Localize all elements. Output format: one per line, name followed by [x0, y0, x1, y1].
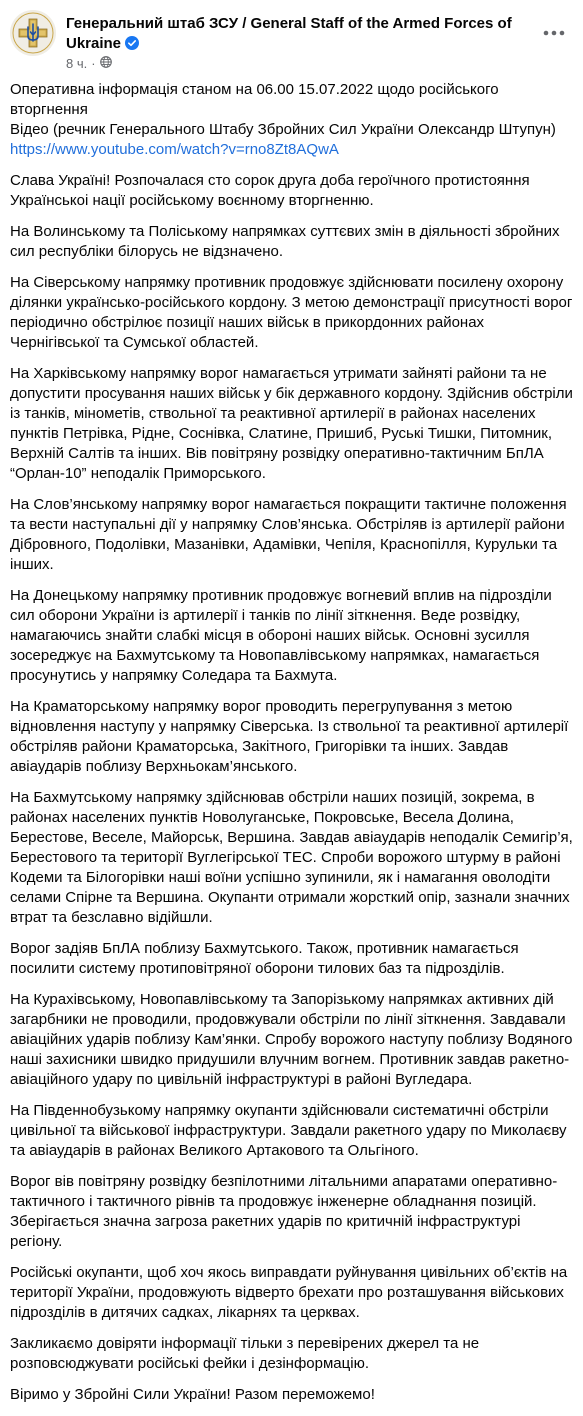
- post-paragraph: На Краматорському напрямку ворог проводить перегрупування з метою відновлення наступу у напрямку Сіверська. Із ствольної та реактивної артилерії обстріляв райони Краматорська, Закітного, Григорівки та інших. Завдав авіаударів поблизу Верхньокам’янського.: [10, 698, 569, 775]
- post-paragraph: На Волинському та Поліському напрямках суттєвих змін в діяльності збройних сил республіки білорусь не відзначено.: [10, 223, 560, 260]
- post-meta: [66, 56, 112, 72]
- post-paragraph: На Харківському напрямку ворог намагається утримати зайняті райони та не допустити просування наших військ у бік державного кордону. Здійснив обстріли із танків, мінометів, ствольної та реактивної артилерії в районах населених пунктів Петрівка, Рідне, Соснівка, Слатине, Пришиб, Руські Тишки, Питомник, Верхній Салтів та інших. Вів повітряну розвідку оперативно-тактичним БпЛА “Орлан-10” неподалік Приморського.: [10, 365, 573, 482]
- post-paragraph: Закликаємо довіряти інформації тільки з перевірених джерел та не розповсюджувати російські фейки і дезінформацію.: [10, 1335, 480, 1372]
- post-paragraph: На Донецькому напрямку противник продовжує вогневий вплив на підрозділи сил оборони України із артилерії і танків по лінії зіткнення. Веде розвідку, намагаючись знайти слабкі місця в обороні наших військ. Основні зусилля зосереджує на Бахмутському та Новопавлівському напрямках, намагається просунутись у напрямку Соледара та Бахмута.: [10, 587, 552, 684]
- post-header: [10, 8, 575, 72]
- youtube-link[interactable]: https://www.youtube.com/watch?v=rno8Zt8AQwA: [10, 141, 339, 158]
- page-name[interactable]: [66, 14, 524, 56]
- post-body: [10, 80, 575, 1416]
- post-paragraph: Російські окупанти, щоб хоч якось виправдати руйнування цивільних об’єктів на території України, продовжують відверто брехати про розташування військових підрозділів в дитячих садках, лікарнях та церквах.: [10, 1264, 568, 1321]
- post-timestamp[interactable]: 8 ч.: [66, 56, 88, 71]
- post-intro: [10, 80, 575, 160]
- intro-video-caption: Відео (речник Генерального Штабу Збройних Сил України Олександр Штупун): [10, 121, 556, 138]
- page-name-text: Генеральний штаб ЗСУ / General Staff of the Armed Forces of Ukraine: [66, 15, 512, 52]
- post-paragraph: На Південнобузькому напрямку окупанти здійснювали систематичні обстріли цивільної та військової інфраструктури. Завдали ракетного удару по Миколаєву та авіаударів в районах Великого Артакового та Ольгіного.: [10, 1102, 567, 1159]
- post-paragraph: Ворог задіяв БпЛА поблизу Бахмутського. Також, противник намагається посилити систему протиповітряної оборони тилових баз та підрозділів.: [10, 940, 519, 977]
- post-paragraph: Слава Україні! Розпочалася сто сорок друга доба героїчного протистояння Українськоі нації російському воєнному вторгненню.: [10, 172, 530, 209]
- intro-title: Оперативна інформація станом на 06.00 15.07.2022 щодо російського вторгнення: [10, 81, 499, 118]
- post-paragraph: На Сіверському напрямку противник продовжує здійснювати посилену охорону ділянки українсько-російського кордону. З метою демонстрації присутності ворог періодично обстрілює позиції наших військ в прикордонних районах Чернігівської та Сумської областей.: [10, 274, 573, 351]
- globe-icon: [100, 56, 112, 72]
- post-paragraph: На Бахмутському напрямку здійснював обстріли наших позицій, зокрема, в районах населених пунктів Новолуганське, Покровське, Весела Долина, Берестове, Веселе, Майорськ, Вершина. Завдав авіаударів неподалік Семигір’я, Берестового та території Вуглегірської ТЕС. Спроби ворожого штурму в районі Кодеми та Білогорівки наші воїни успішно зупинили, як і намагання оволодіти селами Спірне та Вершина. Окупанти отримали жорсткий опір, зазнали значних втрат та безславно відійшли.: [10, 789, 573, 926]
- meta-separator: ·: [91, 56, 96, 71]
- verified-badge-icon: [125, 36, 139, 56]
- page-avatar[interactable]: [10, 10, 56, 56]
- post-paragraph: Віримо у Збройні Сили України! Разом переможемо!: [10, 1386, 375, 1403]
- more-options-icon: [543, 23, 565, 41]
- post-paragraphs: [10, 171, 575, 1405]
- post-paragraph: На Слов’янському напрямку ворог намагається покращити тактичне положення та вести наступальні дії у напрямку Слов’янська. Обстріляв із артилерії райони Дібровного, Подолівки, Мазанівки, Адамівки, Чепіля, Краснопілля, Курульки та інших.: [10, 496, 567, 573]
- more-options-button[interactable]: [539, 20, 569, 44]
- post-paragraph: На Курахівському, Новопавлівському та Запорізькому напрямках активних дій загарбники не проводили, продовжували обстріли по лінії зіткнення. Завдавали авіаційних ударів поблизу Кам’янки. Спробу ворожого наступу поблизу Водяного наші захисники швидко придушили влучним вогнем. Противник завдав ракетно-авіаційного удару по цивільній інфраструктурі в районі Вугледара.: [10, 991, 573, 1088]
- armed-forces-emblem-icon: [10, 10, 56, 56]
- post-paragraph: Ворог вів повітряну розвідку безпілотними літальними апаратами оперативно-тактичного і тактичного рівнів та продовжує інженерне обладнання позицій. Зберігається значна загроза ракетних ударів по критичній інфраструктурі регіону.: [10, 1173, 558, 1250]
